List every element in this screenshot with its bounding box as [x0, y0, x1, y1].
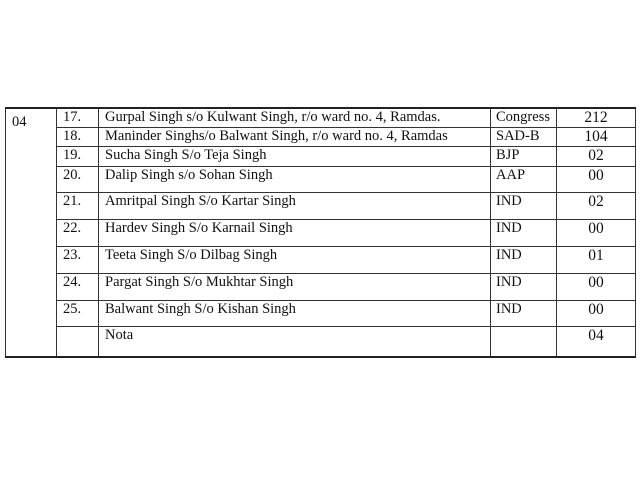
table-row: [6, 166, 636, 192]
party-name: AAP: [491, 166, 557, 192]
vote-count: 04: [557, 326, 636, 357]
table-row: [6, 127, 636, 146]
candidate-name: Hardev Singh S/o Karnail Singh: [99, 219, 491, 246]
vote-count: 02: [557, 146, 636, 166]
serial-number: 18.: [57, 127, 99, 146]
serial-number: 22.: [57, 219, 99, 246]
serial-number: [57, 326, 99, 357]
party-name: IND: [491, 273, 557, 300]
table-row: [6, 246, 636, 273]
vote-count: 02: [557, 192, 636, 219]
vote-count: 00: [557, 166, 636, 192]
candidate-name: Pargat Singh S/o Mukhtar Singh: [99, 273, 491, 300]
candidate-name: Nota: [99, 326, 491, 357]
table-row: [6, 273, 636, 300]
table-row: [6, 108, 636, 127]
table-row: [6, 192, 636, 219]
vote-count: 212: [557, 108, 636, 127]
party-name: SAD-B: [491, 127, 557, 146]
table-row: [6, 146, 636, 166]
serial-number: 19.: [57, 146, 99, 166]
candidate-name: Gurpal Singh s/o Kulwant Singh, r/o ward no. 4, Ramdas.: [99, 108, 491, 127]
results-table: [5, 107, 636, 358]
candidate-name: Maninder Singhs/o Balwant Singh, r/o ward no. 4, Ramdas: [99, 127, 491, 146]
vote-count: 01: [557, 246, 636, 273]
serial-number: 24.: [57, 273, 99, 300]
candidate-name: Sucha Singh S/o Teja Singh: [99, 146, 491, 166]
table-row: [6, 300, 636, 326]
candidate-name: Dalip Singh s/o Sohan Singh: [99, 166, 491, 192]
vote-count: 00: [557, 300, 636, 326]
party-name: [491, 326, 557, 357]
party-name: IND: [491, 300, 557, 326]
table-row: [6, 219, 636, 246]
serial-number: 20.: [57, 166, 99, 192]
candidate-name: Teeta Singh S/o Dilbag Singh: [99, 246, 491, 273]
candidate-name: Balwant Singh S/o Kishan Singh: [99, 300, 491, 326]
party-name: IND: [491, 219, 557, 246]
party-name: Congress: [491, 108, 557, 127]
table-row: [6, 326, 636, 357]
candidate-name: Amritpal Singh S/o Kartar Singh: [99, 192, 491, 219]
serial-number: 23.: [57, 246, 99, 273]
serial-number: 25.: [57, 300, 99, 326]
party-name: IND: [491, 192, 557, 219]
party-name: BJP: [491, 146, 557, 166]
vote-count: 104: [557, 127, 636, 146]
party-name: IND: [491, 246, 557, 273]
ward-number: 04: [6, 108, 57, 357]
vote-count: 00: [557, 219, 636, 246]
vote-count: 00: [557, 273, 636, 300]
serial-number: 21.: [57, 192, 99, 219]
serial-number: 17.: [57, 108, 99, 127]
